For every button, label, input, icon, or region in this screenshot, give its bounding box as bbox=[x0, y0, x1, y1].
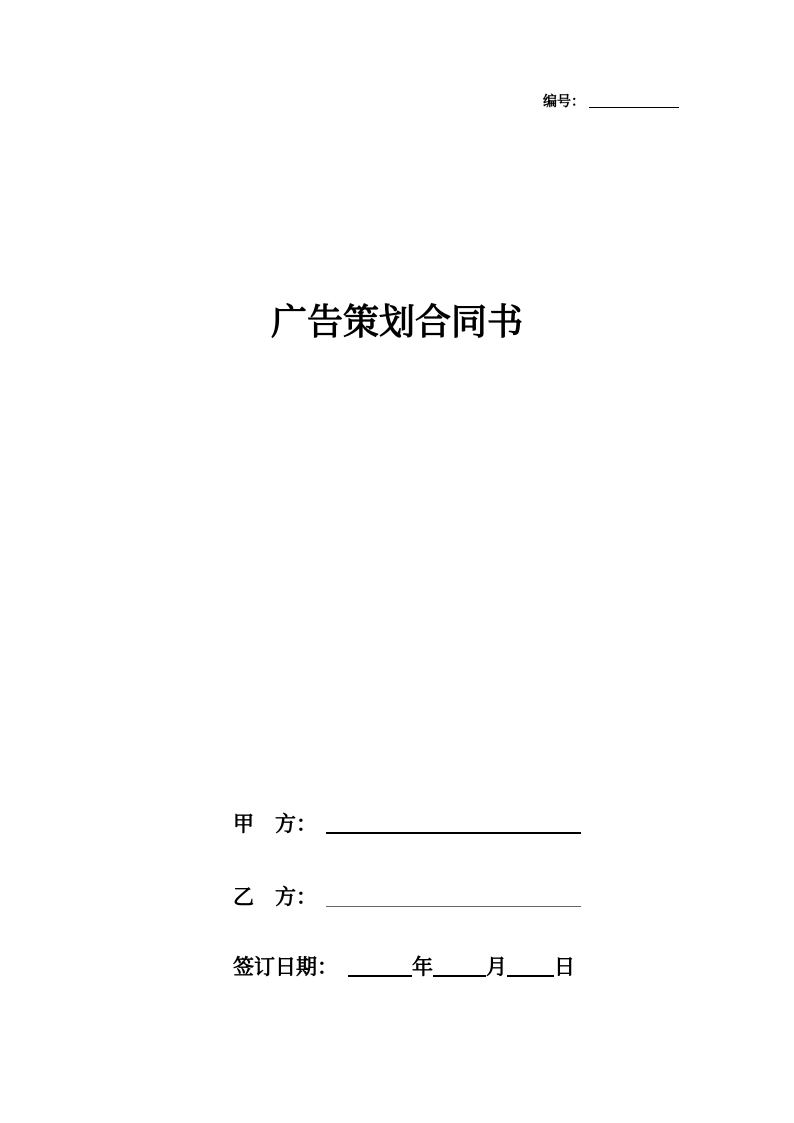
party-b-label: 乙 方： bbox=[233, 884, 317, 909]
month-suffix: 月 bbox=[486, 954, 507, 979]
party-a-blank-line bbox=[326, 831, 581, 834]
day-blank-line bbox=[507, 974, 554, 977]
serial-number-blank-line bbox=[589, 106, 679, 108]
sign-date-line bbox=[233, 955, 575, 979]
party-b-blank-line bbox=[326, 905, 581, 907]
party-b-line bbox=[233, 885, 581, 909]
party-a-line bbox=[233, 812, 581, 836]
year-blank-line bbox=[348, 974, 412, 977]
serial-number-label: 编号： bbox=[543, 94, 585, 110]
party-a-label: 甲 方： bbox=[233, 811, 317, 836]
year-suffix: 年 bbox=[412, 954, 433, 979]
document-title: 广告策划合同书 bbox=[270, 301, 523, 343]
serial-number-line bbox=[543, 92, 679, 112]
month-blank-line bbox=[433, 974, 486, 977]
day-suffix: 日 bbox=[554, 954, 575, 979]
sign-date-label: 签订日期： bbox=[233, 954, 338, 979]
